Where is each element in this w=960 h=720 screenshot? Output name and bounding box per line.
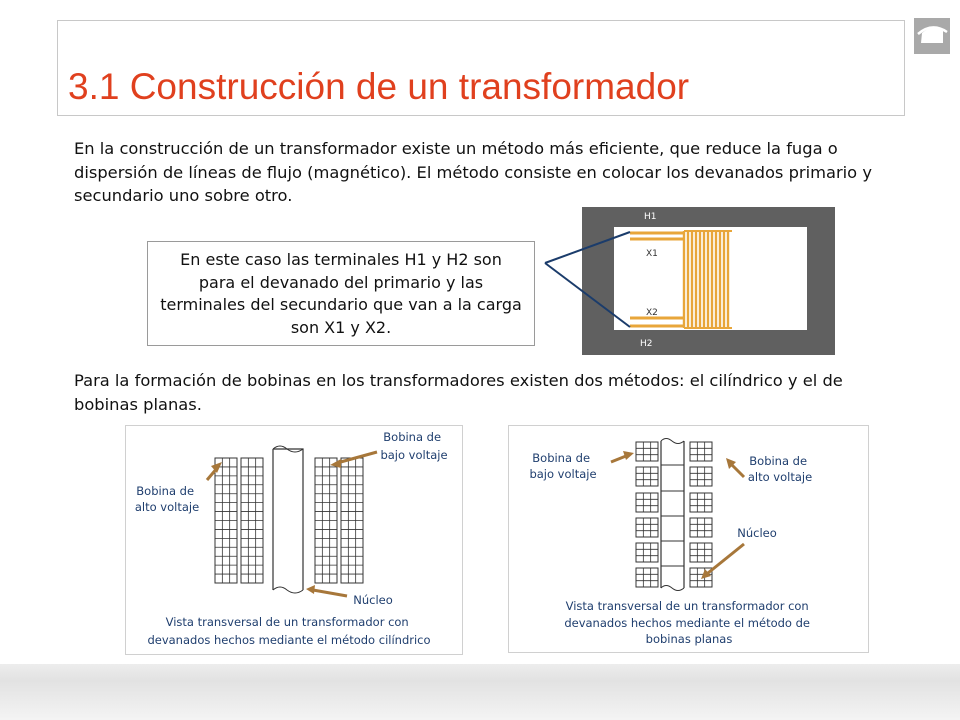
flat-coils-figure <box>508 425 870 653</box>
footer-bar <box>0 664 960 720</box>
label-x1: X1 <box>646 249 658 259</box>
cyl-high-voltage-label: Bobina de alto voltaje <box>134 484 200 514</box>
label-x2: X2 <box>646 308 658 318</box>
intro-paragraph: En la construcción de un transformador existe un método más eficiente, que reduce la fuga o dispersión de líneas de flujo (magnético). El método consiste en colocar los devanados primario y secundario uno sobre otro. <box>74 139 872 205</box>
callout-text: En este caso las terminales H1 y H2 son para el devanado del primario y las terminales del secundario que van a la carga son X1 y X2. <box>160 250 522 337</box>
transformer-figure <box>540 205 840 357</box>
flat-core-label: Núcleo <box>737 526 777 540</box>
methods-paragraph: Para la formación de bobinas en los transformadores existen dos métodos: el cilíndrico y el de bobinas planas. <box>74 371 843 414</box>
label-h1: H1 <box>644 212 657 222</box>
flat-high-voltage-label: Bobina de alto voltaje <box>747 454 813 484</box>
cylindrical-figure <box>125 425 463 655</box>
core-window <box>614 227 807 330</box>
label-h2: H2 <box>640 339 653 349</box>
home-icon <box>914 18 950 54</box>
flat-low-voltage-label: Bobina de bajo voltaje <box>529 451 597 481</box>
callout-box <box>147 241 535 346</box>
winding-coil <box>684 231 732 328</box>
flat-caption: Vista transversal de un transformador con devanados hechos mediante el método de bobinas planas <box>564 599 811 646</box>
cyl-core-label: Núcleo <box>353 593 393 607</box>
home-button[interactable] <box>914 18 950 54</box>
cyl-low-voltage-label: Bobina de bajo voltaje <box>380 430 448 462</box>
slide-title: 3.1 Construcción de un transformador <box>68 66 690 107</box>
cylindrical-caption: Vista transversal de un transformador con devanados hechos mediante el método cilíndrico <box>147 615 431 647</box>
